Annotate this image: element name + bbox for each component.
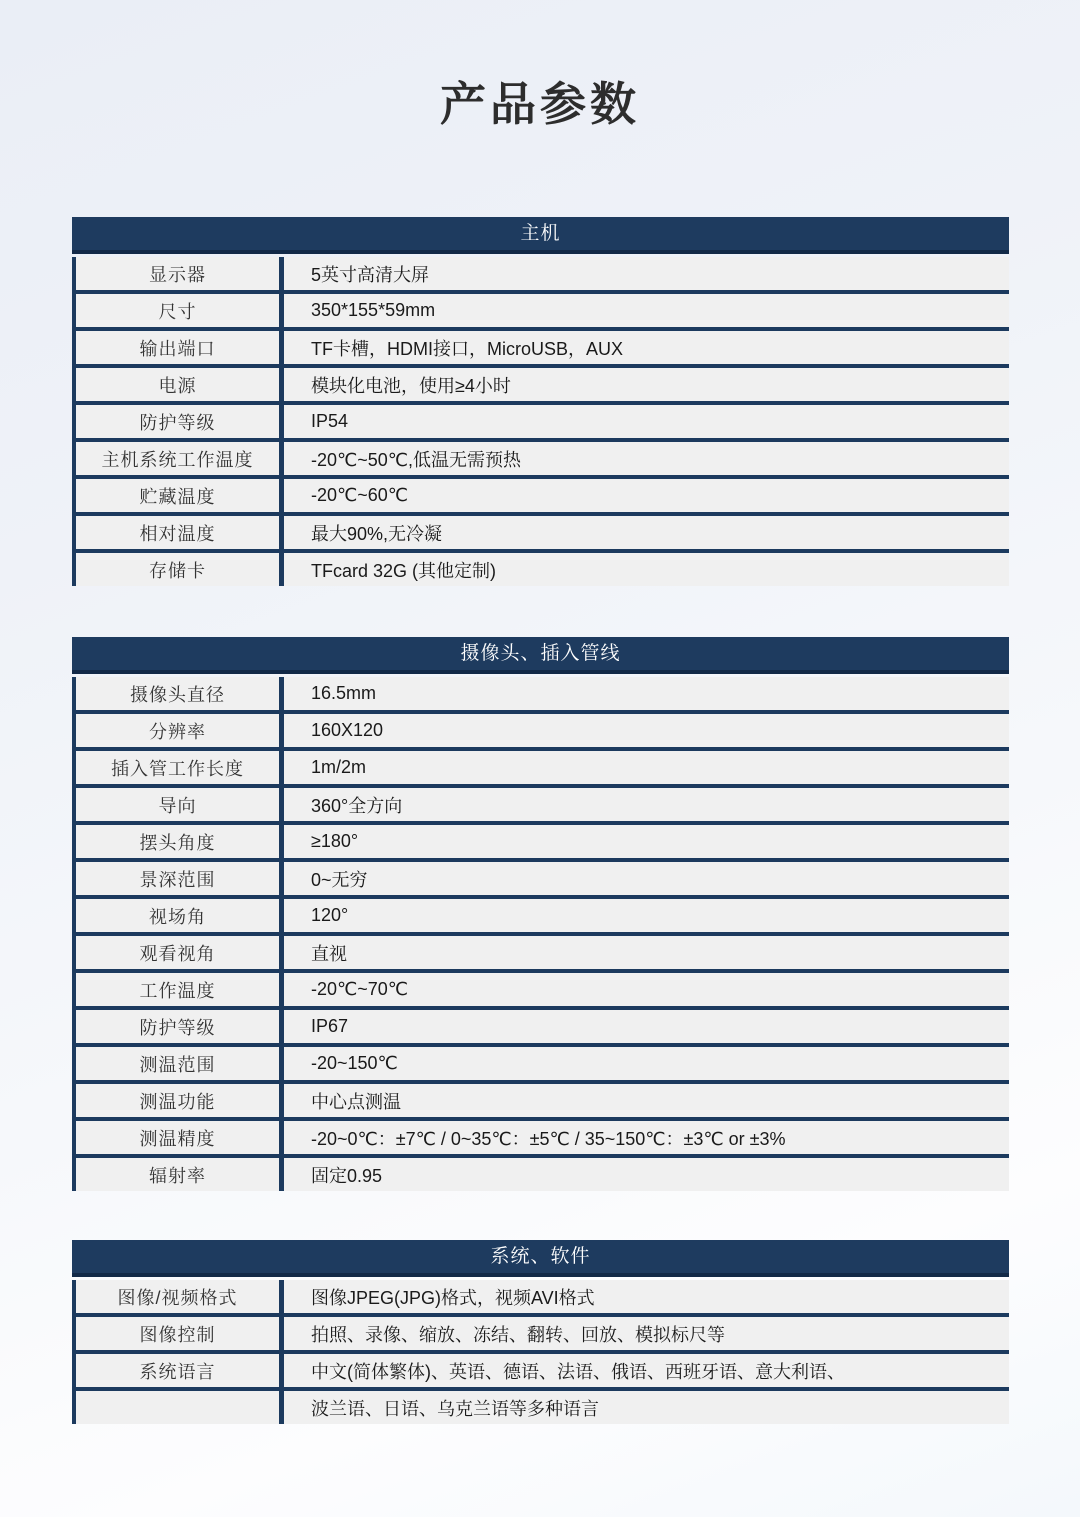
spec-row bbox=[72, 1350, 1009, 1387]
spec-label: 测温功能 bbox=[76, 1084, 284, 1117]
spec-value: 直视 bbox=[311, 943, 347, 964]
spec-value: -20~150℃ bbox=[311, 1053, 398, 1073]
spec-value: IP67 bbox=[311, 1016, 349, 1036]
spec-row bbox=[72, 290, 1009, 327]
spec-value: 360°全方向 bbox=[311, 795, 403, 816]
spec-value: 120° bbox=[311, 905, 349, 925]
spec-label: 视场角 bbox=[76, 899, 284, 932]
spec-row bbox=[72, 784, 1009, 821]
spec-label: 防护等级 bbox=[76, 1010, 284, 1043]
spec-label: 摄像头直径 bbox=[76, 677, 284, 710]
spec-value: -20℃~60℃ bbox=[311, 485, 408, 505]
spec-label: 存储卡 bbox=[76, 553, 284, 586]
spec-row bbox=[72, 858, 1009, 895]
spec-label: 相对温度 bbox=[76, 516, 284, 549]
spec-label: 分辨率 bbox=[76, 714, 284, 747]
spec-table bbox=[72, 1240, 1009, 1424]
page-title: 产品参数 bbox=[440, 78, 640, 130]
spec-value: TFcard 32G (其他定制) bbox=[311, 560, 497, 581]
spec-label: 防护等级 bbox=[76, 405, 284, 438]
spec-value: 16.5mm bbox=[311, 683, 377, 703]
table-header: 摄像头、插入管线 bbox=[72, 637, 1009, 674]
spec-row bbox=[72, 1280, 1009, 1313]
spec-row bbox=[72, 257, 1009, 290]
spec-value: 拍照、录像、缩放、冻结、翻转、回放、模拟标尺等 bbox=[311, 1324, 725, 1345]
spec-value: -20℃~50℃,低温无需预热 bbox=[311, 449, 521, 470]
table-header: 主机 bbox=[72, 217, 1009, 254]
spec-value: 最大90%,无冷凝 bbox=[311, 523, 443, 544]
spec-label: 观看视角 bbox=[76, 936, 284, 969]
spec-value: 350*155*59mm bbox=[311, 300, 436, 320]
spec-value: -20~0℃：±7℃ / 0~35℃：±5℃ / 35~150℃：±3℃ or ±3% bbox=[311, 1128, 786, 1149]
spec-value: 中心点测温 bbox=[311, 1091, 401, 1112]
spec-label: 图像/视频格式 bbox=[76, 1280, 284, 1313]
spec-value: 5英寸高清大屏 bbox=[311, 264, 430, 285]
spec-label: 电源 bbox=[76, 368, 284, 401]
spec-label bbox=[76, 1391, 284, 1424]
spec-value: 160X120 bbox=[311, 720, 384, 740]
spec-value: 固定0.95 bbox=[311, 1165, 383, 1186]
spec-value: -20℃~70℃ bbox=[311, 979, 408, 999]
spec-row bbox=[72, 1080, 1009, 1117]
spec-value: 图像JPEG(JPG)格式，视频AVI格式 bbox=[311, 1287, 595, 1308]
spec-row bbox=[72, 549, 1009, 586]
table-body bbox=[72, 1277, 1009, 1424]
spec-row bbox=[72, 438, 1009, 475]
spec-label: 辐射率 bbox=[76, 1158, 284, 1191]
spec-row bbox=[72, 1006, 1009, 1043]
table-body bbox=[72, 674, 1009, 1191]
table-header: 系统、软件 bbox=[72, 1240, 1009, 1277]
spec-label: 显示器 bbox=[76, 257, 284, 290]
spec-row bbox=[72, 821, 1009, 858]
spec-label: 主机系统工作温度 bbox=[76, 442, 284, 475]
spec-row bbox=[72, 475, 1009, 512]
spec-label: 摆头角度 bbox=[76, 825, 284, 858]
spec-value: 1m/2m bbox=[311, 757, 367, 777]
spec-value: 0~无穷 bbox=[311, 869, 368, 890]
spec-label: 贮藏温度 bbox=[76, 479, 284, 512]
spec-row bbox=[72, 512, 1009, 549]
spec-row bbox=[72, 747, 1009, 784]
table-body bbox=[72, 254, 1009, 586]
spec-row bbox=[72, 1154, 1009, 1191]
spec-value: TF卡槽，HDMI接口，MicroUSB，AUX bbox=[311, 338, 624, 359]
spec-row bbox=[72, 1117, 1009, 1154]
spec-label: 图像控制 bbox=[76, 1317, 284, 1350]
spec-label: 输出端口 bbox=[76, 331, 284, 364]
spec-row bbox=[72, 1043, 1009, 1080]
spec-value: 模块化电池，使用≥4小时 bbox=[311, 375, 511, 396]
spec-value: 中文(简体繁体)、英语、德语、法语、俄语、西班牙语、意大利语、 bbox=[311, 1361, 845, 1382]
spec-row bbox=[72, 969, 1009, 1006]
spec-label: 系统语言 bbox=[76, 1354, 284, 1387]
spec-label: 测温精度 bbox=[76, 1121, 284, 1154]
spec-label: 尺寸 bbox=[76, 294, 284, 327]
spec-label: 导向 bbox=[76, 788, 284, 821]
spec-value: ≥180° bbox=[311, 831, 359, 851]
spec-row bbox=[72, 1313, 1009, 1350]
spec-label: 工作温度 bbox=[76, 973, 284, 1006]
spec-row bbox=[72, 710, 1009, 747]
spec-row bbox=[72, 1387, 1009, 1424]
spec-row bbox=[72, 364, 1009, 401]
spec-label: 测温范围 bbox=[76, 1047, 284, 1080]
spec-row bbox=[72, 401, 1009, 438]
spec-label: 景深范围 bbox=[76, 862, 284, 895]
spec-row bbox=[72, 677, 1009, 710]
spec-row bbox=[72, 327, 1009, 364]
spec-label: 插入管工作长度 bbox=[76, 751, 284, 784]
spec-row bbox=[72, 895, 1009, 932]
spec-table bbox=[72, 637, 1009, 1191]
spec-value: 波兰语、日语、乌克兰语等多种语言 bbox=[311, 1398, 599, 1419]
spec-table bbox=[72, 217, 1009, 586]
spec-row bbox=[72, 932, 1009, 969]
spec-value: IP54 bbox=[311, 411, 349, 431]
